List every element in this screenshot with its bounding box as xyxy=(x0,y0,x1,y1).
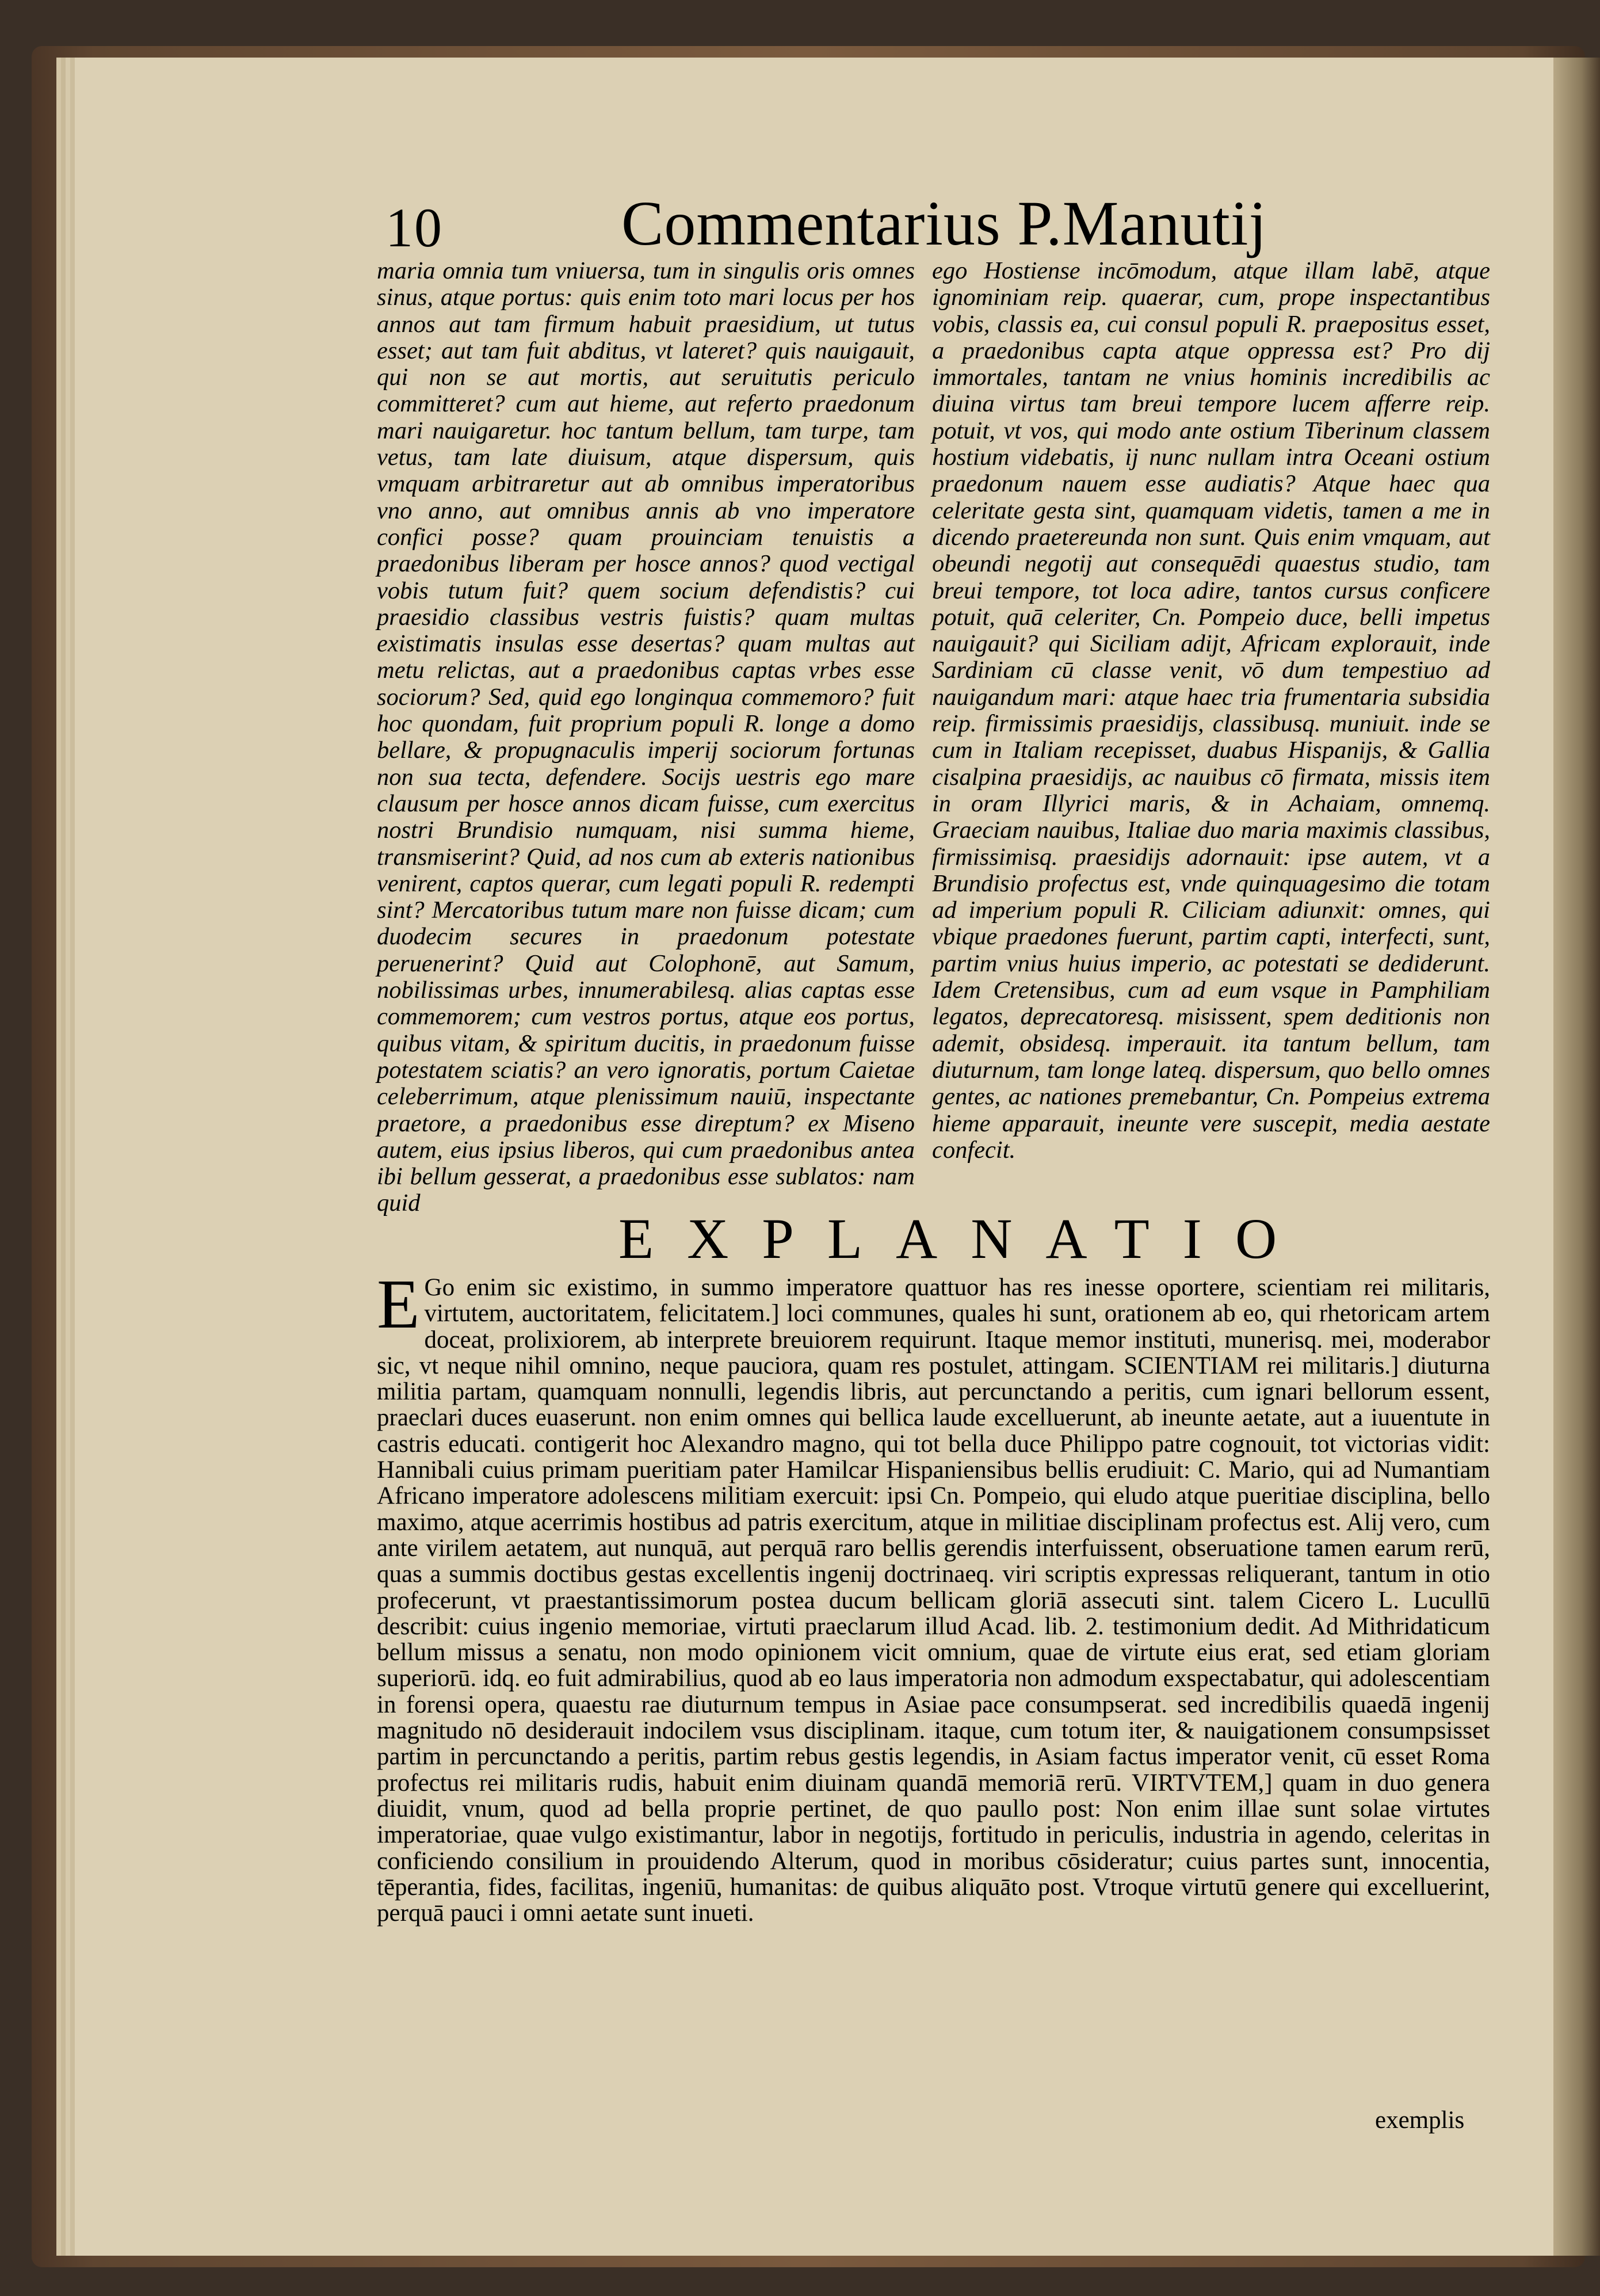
running-head: Commentarius P.Manutij xyxy=(621,188,1267,258)
section-title: EXPLANATIO xyxy=(618,1207,1311,1271)
explanatio-text: Go enim sic existimo, in summo imperatore quattuor has res inesse oportere, scientiam rei militaris, virtutem, auctoritatem, felicitatem.] loci communes, quales hi sunt, orationem ab eo, qui rhetoricam artem doceat, prolixiorem, ab interprete breuiorem requirunt. Itaque memor instituti, munerisq. mei, moderabor sic, vt neque nihil omnino, neque pauciora, quam res postulet, attingam. SCIENTIAM rei militaris.] diuturna militia partam, quamquam nonnulli, legendis libris, aut percunctando a peritis, cum ignari bellorum essent, praeclari duces euaserunt. non enim omnes qui bellica laude excelluerunt, ab ineunte aetate, aut a iuuentute in castris educati. contigerit hoc Alexandro magno, qui tot bella duce Philippo patre cognouit, tot victorias vidit: Hannibali cuius primam pueritiam pater Hamilcar Hispaniensibus bellis erudiuit: C. Mario, qui ad Numantiam Africano imperatore adolescens militiam exercuit: ipsi Cn. Pompeio, qui eludo atque pueritiae disciplina, bello maximo, atque acerrimis hostibus ad patris exercitum, atque in militiae disciplinam profectus est. Alij vero, cum ante virilem aetatem, aut nunquā, aut perquā raro bellis gerendis interfuissent, obseruatione tamen earum rerū, quas a summis doctibus gestas excellentis ingenij doctrinaeq. viri scriptis expressas reliquerant, tantum in otio profecerunt, vt praestantissimorum postea ducum bellicam gloriā assecuti sint. talem Cicero L. Lucullū describit: cuius ingenio memoriae, virtuti praeclarum illud Acad. lib. 2. testimonium dedit. Ad Mithridaticum bellum missus a senatu, non modo opinionem vicit omnium, quae de virtute eius erat, sed etiam gloriam superiorū. idq. eo fuit admirabilius, quod ab eo laus imperatoria non admodum exspectabatur, qui adolescentiam in forensi opera, quaestu rae diuturnum tempus in Asiae pace consumpserat. sed incredibilis quaedā ingenij magnitudo nō desiderauit indocilem vsus disciplinam. itaque, cum totum iter, & nauigationem consumpsisset partim in percunctando a peritis, partim rebus gestis legendis, in Asiam factus imperator venit, cū esset Roma profectus rei militaris rudis, habuit enim diuinam quandā memoriā rerū. VIRTVTEM,] quam in duo genera diuidit, vnum, quod ad bella proprie pertinet, de quo paullo post: Non enim illae sunt solae virtutes imperatoriae, quae vulgo existimantur, labor in negotijs, fortitudo in periculis, industria in agendo, celeritas in conficiendo consilium in prouidendo Alterum, quod in moribus cōsideratur; cuius partes sunt, innocentia, tēperantia, fides, facilitas, ingeniū, humanitas: de quibus aliquāto post. Vtroque virtutū genere qui excelluerint, perquā pauci i omni aetate sunt inueti. xyxy=(377,1274,1490,1927)
column-left-text: maria omnia tum vniuersa, tum in singulis oris omnes sinus, atque portus: quis enim toto mari locus per hos annos aut tam firmum habuit praesidium, ut tutus esset; aut tam fuit abditus, vt lateret? quis nauigauit, qui non se aut mortis, aut seruitutis periculo committeret? cum aut hieme, aut referto praedonum mari nauigaretur. hoc tantum bellum, tam turpe, tam vetus, tam late diuisum, atque dispersum, quis vmquam arbitraretur aut ab omnibus imperatoribus vno anno, aut omnibus annis ab vno imperatore confici posse? quam prouinciam tenuistis a praedonibus liberam per hosce annos? quod vectigal vobis tutum fuit? quem socium defendistis? cui praesidio classibus vestris fuistis? quam multas existimatis insulas esse desertas? quam multas aut metu relictas, aut a praedonibus captas vrbes esse sociorum? Sed, quid ego longinqua commemoro? fuit hoc quondam, fuit proprium populi R. longe a domo bellare, & propugnaculis imperij sociorum fortunas non sua tecta, defendere. Socijs uestris ego mare clausum per hosce annos dicam fuisse, cum exercitus nostri Brundisio numquam, nisi summa hieme, transmiserint? Quid, ad nos cum ab exteris nationibus venirent, captos querar, cum legati populi R. redempti sint? Mercatoribus tutum mare non fuisse dicam; cum duodecim secures in praedonum potestate peruenerint? Quid aut Colophonē, aut Samum, nobilissimas urbes, innumerabilesq. alias captas esse commemorem; cum vestros portus, atque eos portus, quibus vitam, & spiritum ducitis, in praedonum fuisse potestatem sciatis? an vero ignoratis, portum Caietae celeberrimum, atque plenissimum nauiū, inspectante praetore, a praedonibus esse direptum? ex Miseno autem, eius ipsius liberos, qui cum praedonibus antea ibi bellum gesserat, a praedonibus esse sublatos: nam quid xyxy=(377,257,915,1217)
text-column-right xyxy=(932,258,1490,1164)
text-column-left xyxy=(377,258,915,1217)
facing-page-edge xyxy=(1553,58,1600,2256)
catchword: exemplis xyxy=(1375,2107,1465,2134)
column-right-text: ego Hostiense incōmodum, atque illam labē, atque ignominiam reip. quaerar, cum, prope inspectantibus vobis, classis ea, cui consul populi R. praepositus esset, a praedonibus capta atque oppressa est? Pro dij immortales, tantam ne vnius hominis incredibilis ac diuina virtus tam breui tempore lucem afferre reip. potuit, vt vos, qui modo ante ostium Tiberinum classem hostium videbatis, ij nunc nullam intra Oceani ostium praedonum nauem esse audiatis? Atque haec qua celeritate gesta sint, quamquam videtis, tamen a me in dicendo praetereunda non sunt. Quis enim vmquam, aut obeundi negotij aut consequēdi quaestus studio, tam breui tempore, tot loca adire, tantos cursus conficere potuit, quā celeriter, Cn. Pompeio duce, belli impetus nauigauit? qui Siciliam adijt, Africam explorauit, inde Sardiniam cū classe venit, vō dum tempestiuo ad nauigandum mari: atque haec tria frumentaria subsidia reip. firmissimis praesidijs, classibusq. muniuit. inde se cum in Italiam recepisset, duabus Hispanijs, & Gallia cisalpina praesidijs, ac nauibus cō firmata, missis item in oram Illyrici maris, & in Achaiam, omnemq. Graeciam nauibus, Italiae duo maria maximis classibus, firmissimisq. praesidijs adornauit: ipse autem, vt a Brundisio profectus est, vnde quinquagesimo die totam ad imperium populi R. Ciliciam adiunxit: omnes, qui vbique praedones fuerunt, partim capti, interfecti, sunt, partim vnius huius imperio, ac potestati se dediderunt. Idem Cretensibus, cum ad eum vsque in Pamphiliam legatos, deprecatoresq. misissent, spem deditionis non ademit, obsidesq. imperauit. ita tantum bellum, tam diuturnum, tam longe lateq. dispersum, quo bello omnes gentes, ac nationes premebantur, Cn. Pompeius extrema hieme apparauit, ineunte vere suscepit, media aestate confecit. xyxy=(932,257,1490,1164)
explanatio-body xyxy=(377,1265,1490,1927)
drop-cap: E xyxy=(377,1265,420,1343)
page-number: 10 xyxy=(385,197,443,258)
